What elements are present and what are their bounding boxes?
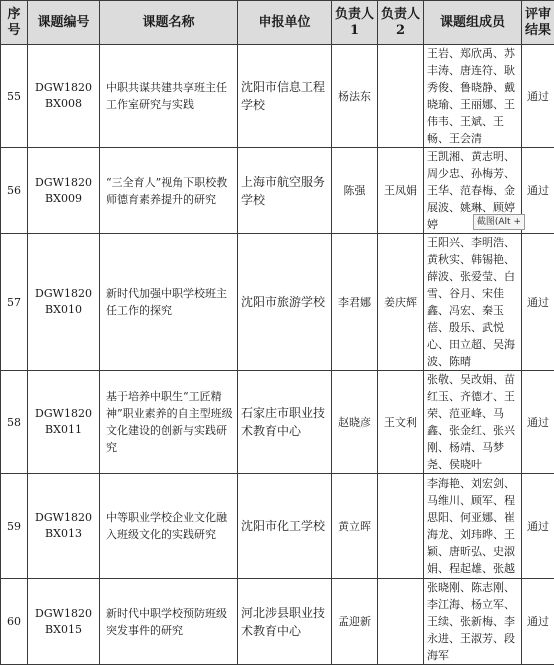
cell-name: “三全育人”视角下职校教师德育素养提升的研究 [100, 148, 238, 234]
table-row [1, 371, 554, 474]
table-row [1, 234, 554, 371]
cell-lead2: 姜庆辉 [378, 234, 424, 371]
header-lead1: 负责人 1 [332, 1, 378, 45]
cell-unit: 沈阳市化工学校 [238, 474, 332, 579]
cell-seq: 58 [1, 371, 28, 474]
header-code: 课题编号 [28, 1, 100, 45]
cell-unit: 石家庄市职业技术教育中心 [238, 371, 332, 474]
cell-code: DGW1820 BX009 [28, 148, 100, 234]
cell-code: DGW1820 BX011 [28, 371, 100, 474]
cell-name: 基于培养中职生“工匠精神”职业素养的自主型班级文化建设的创新与实践研究 [100, 371, 238, 474]
header-unit: 申报单位 [238, 1, 332, 45]
cell-seq: 59 [1, 474, 28, 579]
cell-lead2 [378, 474, 424, 579]
cell-code: DGW1820 BX013 [28, 474, 100, 579]
cell-lead1: 孟迎新 [332, 579, 378, 665]
cell-seq: 55 [1, 45, 28, 148]
cell-code: DGW1820 BX010 [28, 234, 100, 371]
cell-result: 通过 [522, 45, 554, 148]
cell-members: 王岩、郑欣禹、苏丰涛、唐连符、耿秀俊、鲁晓静、戴晓瑜、王丽娜、王伟韦、王斌、王畅、王会清 [424, 45, 522, 148]
cell-members [424, 148, 522, 234]
members-text: 王凯湘、黄志明、周少忠、孙梅芳、王华、范春梅、金展波、姚琳、顾婷婷 [427, 150, 515, 231]
cell-lead1: 赵晓彦 [332, 371, 378, 474]
cell-seq: 57 [1, 234, 28, 371]
header-lead2: 负责人 2 [378, 1, 424, 45]
header-seq: 序号 [1, 1, 28, 45]
cell-lead2: 王文利 [378, 371, 424, 474]
cell-result: 通过 [522, 234, 554, 371]
cell-lead2: 王凤娟 [378, 148, 424, 234]
table-row [1, 579, 554, 665]
cell-seq: 60 [1, 579, 28, 665]
cell-seq: 56 [1, 148, 28, 234]
table-row [1, 45, 554, 148]
header-members: 课题组成员 [424, 1, 522, 45]
cell-name: 中职共谋共建共享班主任工作室研究与实践 [100, 45, 238, 148]
cell-unit: 上海市航空服务学校 [238, 148, 332, 234]
cell-unit: 沈阳市信息工程学校 [238, 45, 332, 148]
cell-name: 新时代加强中职学校班主任工作的探究 [100, 234, 238, 371]
cell-members: 李海艳、刘宏剑、马维川、顾军、程思阳、何亚娜、崔海龙、刘玮晔、王颖、唐昕弘、史淑娟、程起雄、张越 [424, 474, 522, 579]
cell-result: 通过 [522, 148, 554, 234]
cell-lead1: 陈强 [332, 148, 378, 234]
cell-lead1: 杨法东 [332, 45, 378, 148]
cell-lead1: 黄立晖 [332, 474, 378, 579]
header-name: 课题名称 [100, 1, 238, 45]
cell-members: 王阳兴、李明浩、黄秋实、韩锡艳、薛波、张爱莹、白雪、谷月、宋佳鑫、冯宏、秦玉蓓、殷乐、武悦心、田立超、吴海波、陈晴 [424, 234, 522, 371]
cell-code: DGW1820 BX008 [28, 45, 100, 148]
cell-lead1: 李君娜 [332, 234, 378, 371]
screenshot-tooltip: 截图(Alt + [473, 214, 525, 230]
cell-name: 新时代中职学校预防班级突发事件的研究 [100, 579, 238, 665]
cell-lead2 [378, 579, 424, 665]
cell-name: 中等职业学校企业文化融入班级文化的实践研究 [100, 474, 238, 579]
cell-unit: 沈阳市旅游学校 [238, 234, 332, 371]
header-result: 评审结果 [522, 1, 554, 45]
cell-members: 张晓刚、陈志刚、李江海、杨立军、王续、张新梅、李永进、王淑芳、段海军 [424, 579, 522, 665]
cell-unit: 河北涉县职业技术教育中心 [238, 579, 332, 665]
cell-members: 张敬、吴改娟、苗红玉、齐德才、王荣、范亚峰、马鑫、张金红、张兴刚、杨靖、马梦尧、侯晓叶 [424, 371, 522, 474]
header-row [1, 1, 554, 45]
table-row [1, 474, 554, 579]
cell-code: DGW1820 BX015 [28, 579, 100, 665]
cell-result: 通过 [522, 579, 554, 665]
cell-result: 通过 [522, 474, 554, 579]
cell-result: 通过 [522, 371, 554, 474]
table-row [1, 148, 554, 234]
cell-lead2 [378, 45, 424, 148]
